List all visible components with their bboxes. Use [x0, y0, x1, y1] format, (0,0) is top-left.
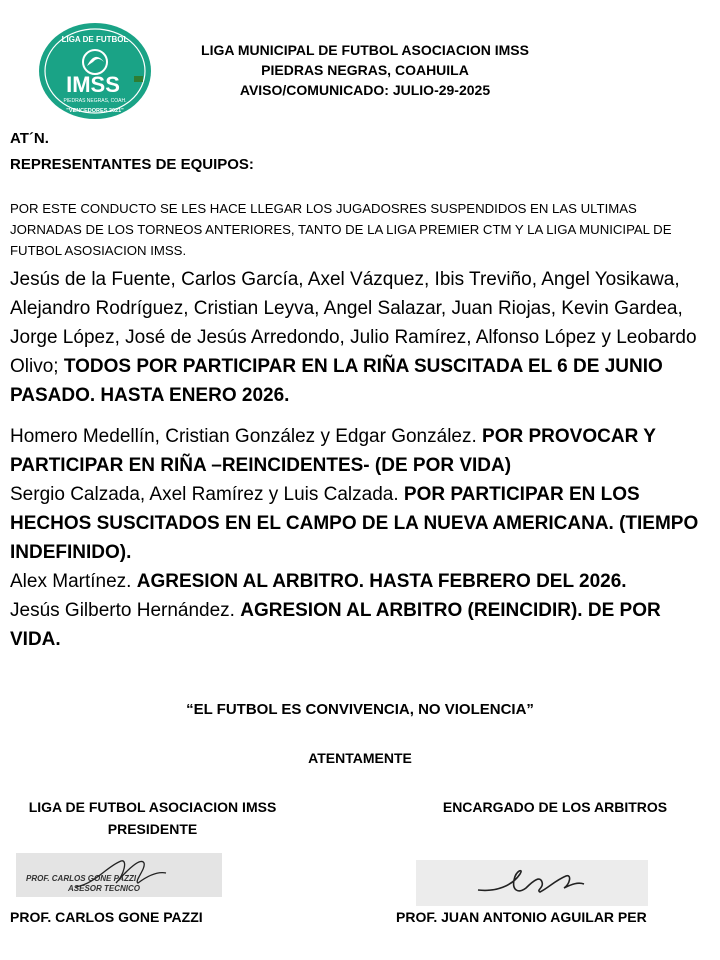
left-role: PRESIDENTE — [107, 821, 198, 837]
suspension-block-1 — [10, 265, 715, 410]
stamp-line2: ASESOR TECNICO — [68, 884, 141, 893]
suspension-names: Jesús de la Fuente, Carlos García, Axel Vázquez, Ibis Treviño, Angel Yosikawa, Alejandro Rodríguez, Cristian Leyva, Angel Salazar, Juan Riojas, Kevin Gardea, Jorge López, José de Jesús Arredondo, Julio Ramírez, Alfonso López y Leobardo Olivo; — [10, 269, 697, 377]
suspension-block-5 — [10, 596, 715, 654]
header-line1: LIGA MUNICIPAL DE FUTBOL ASOCIACION IMSS — [201, 42, 529, 58]
header — [150, 40, 580, 100]
left-signature-image — [16, 853, 222, 897]
left-signature-title — [0, 796, 305, 840]
suspension-names: Sergio Calzada, Axel Ramírez y Luis Calzada. — [10, 484, 404, 505]
logo-location: PIEDRAS NEGRAS, COAH. — [63, 98, 127, 104]
suspension-reason: TODOS POR PARTICIPAR EN LA RIÑA SUSCITADA EL 6 DE JUNIO PASADO. HASTA ENERO 2026. — [10, 356, 663, 406]
suspension-list — [10, 422, 715, 654]
suspension-reason: POR PARTICIPAR EN LOS HECHOS SUSCITADOS EN EL CAMPO DE LA NUEVA AMERICANA. (TIEMPO INDEFINIDO). — [10, 484, 699, 563]
quote: “EL FUTBOL ES CONVIVENCIA, NO VIOLENCIA” — [186, 701, 534, 718]
right-signature-image — [416, 860, 648, 906]
header-line2: PIEDRAS NEGRAS, COAHUILA — [261, 62, 469, 78]
header-line3: AVISO/COMUNICADO: JULIO-29-2025 — [239, 82, 491, 98]
suspension-names: Homero Medellín, Cristian González y Edgar González. — [10, 426, 483, 447]
left-signature-stamp — [16, 853, 222, 897]
attention-recipients: REPRESENTANTES DE EQUIPOS: — [10, 156, 254, 173]
logo-top-text: LIGA DE FUTBOL — [61, 35, 129, 44]
right-role: ENCARGADO DE LOS ARBITROS — [442, 799, 668, 815]
right-signer-name: PROF. JUAN ANTONIO AGUILAR PER — [396, 909, 647, 925]
suspension-names: Jesús Gilberto Hernández. — [10, 600, 241, 621]
suspension-names: Alex Martínez. — [10, 571, 137, 592]
right-signature-scrawl — [416, 860, 648, 906]
suspension-reason: AGRESION AL ARBITRO (REINCIDIR). DE POR VIDA. — [10, 600, 661, 650]
suspension-block-2 — [10, 422, 715, 480]
left-signer-name: PROF. CARLOS GONE PAZZI — [10, 909, 203, 925]
suspension-reason: POR PROVOCAR Y PARTICIPAR EN RIÑA –REINCIDENTES- (DE POR VIDA) — [10, 426, 656, 476]
league-logo — [38, 22, 152, 120]
suspension-block-4 — [10, 567, 715, 596]
stamp-line1: PROF. CARLOS GONE PAZZI — [26, 874, 137, 883]
logo-motto: "VENCEDORES 2021" — [66, 108, 124, 114]
suspension-block-3 — [10, 480, 715, 567]
closing: ATENTAMENTE — [308, 750, 412, 766]
intro-paragraph: POR ESTE CONDUCTO SE LES HACE LLEGAR LOS JUGADOSRES SUSPENDIDOS EN LAS ULTIMAS JORNADAS DE LOS TORNEOS ANTERIORES, TANTO DE LA LIGA PREMIER CTM Y LA LIGA MUNICIPAL DE FUTBOL ASOSIACION IMSS. — [10, 201, 672, 258]
left-org: LIGA DE FUTBOL ASOCIACION IMSS — [28, 799, 277, 815]
logo-name: IMSS — [66, 72, 120, 97]
attention-line: AT´N. — [10, 130, 49, 147]
suspension-reason: AGRESION AL ARBITRO. HASTA FEBRERO DEL 2026. — [136, 571, 627, 592]
